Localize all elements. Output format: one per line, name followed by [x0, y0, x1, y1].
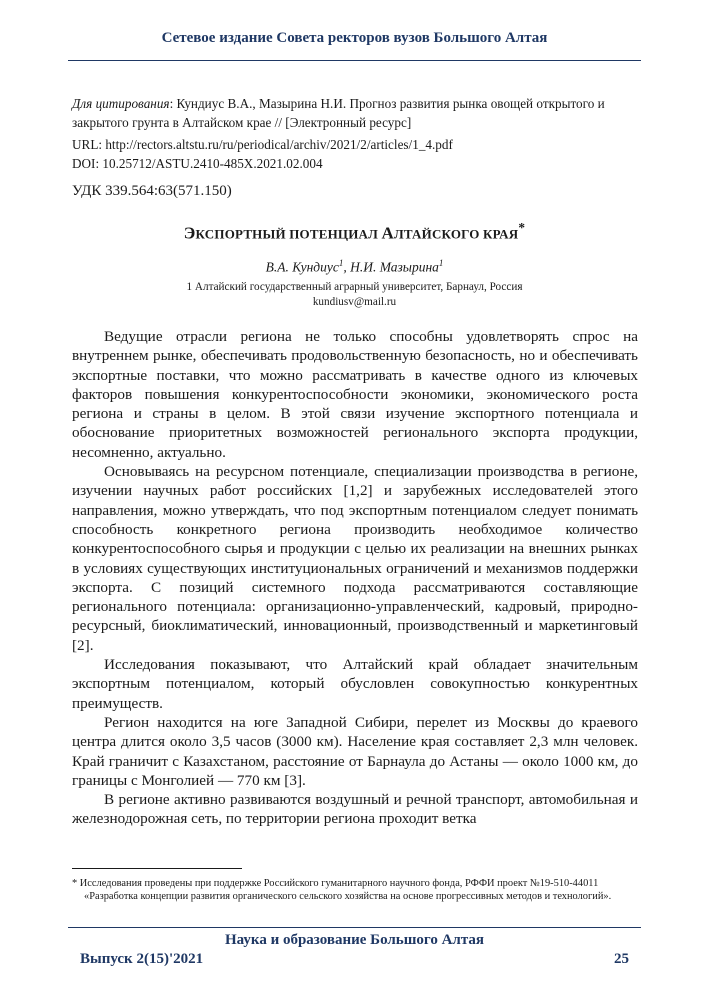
header-divider	[68, 60, 641, 61]
title-cap-1: Э	[183, 223, 196, 243]
paragraph-3: Исследования показывают, что Алтайский край обладает значительным экспортным потенциалом, который обусловлен совокупностью конкурентных преимуществ.	[72, 656, 638, 712]
citation-links	[72, 136, 652, 173]
citation-block	[72, 95, 652, 132]
footnote	[72, 877, 638, 903]
author-2: Н.И. Мазырина	[350, 259, 439, 275]
paragraph-2: Основываясь на ресурсном потенциале, специализации производства в регионе, изучении научных работ российских [1,2] и зарубежных исследователей этого направления, можно утверждать, что под экспортным потенциалом следует понимать способность конкретного региона производить необходимое количество конкурентоспособного сырья и продукции с целью их реализации на внешних рынках в условиях существующих институциональных ограничений и механизмов поддержки экспорта. С позиций системного подхода рассматриваются составляющие регионального потенциала: организационно-управленческий, кадровый, природно-ресурсный, биоклиматический, инновационный, производственный и маркетинговый [2].	[72, 463, 638, 654]
paragraph-5: В регионе активно развиваются воздушный и речной транспорт, автомобильная и железнодорожная сеть, по территории региона проходит ветка	[72, 791, 638, 828]
citation-label: Для цитирования	[72, 96, 170, 111]
footnote-divider	[72, 868, 242, 869]
paragraph-4: Регион находится на юге Западной Сибири, перелет из Москвы до краевого центра длится около 3,5 часов (3000 км). Население края составляет 2,3 млн человек. Край граничит с Казахстаном, расстояние от Барнаула до Астаны — около 1000 км, до границы с Монголией — 770 км [3].	[72, 713, 638, 789]
affiliation-line: 1 Алтайский государственный аграрный университет, Барнаул, Россия	[186, 281, 523, 293]
author-1-affil: 1	[338, 258, 344, 268]
citation-url[interactable]: URL: http://rectors.altstu.ru/ru/periodical/archiv/2021/2/articles/1_4.pdf	[72, 137, 453, 152]
footer-journal-title: Наука и образование Большого Алтая	[225, 932, 484, 948]
title-rest-1: КСПОРТНЫЙ ПОТЕНЦИАЛ	[195, 226, 382, 242]
citation-text: : Кундиус В.А., Мазырина Н.И. Прогноз развития рынка овощей открытого и закрытого грунта в Алтайском крае // [Электронный ресурс]	[72, 96, 605, 130]
page-number: 25	[614, 951, 629, 967]
authors-line	[72, 258, 637, 276]
journal-header: Сетевое издание Совета ректоров вузов Большого Алтая	[161, 30, 548, 46]
title-cap-2: А	[381, 223, 394, 243]
author-2-affil: 1	[438, 258, 444, 268]
footer-issue: Выпуск 2(15)'2021	[80, 951, 204, 967]
article-title	[72, 220, 637, 243]
citation-doi[interactable]: DOI: 10.25712/ASTU.2410-485X.2021.02.004	[72, 155, 323, 171]
affiliation-block	[72, 280, 637, 309]
paragraph-1: Ведущие отрасли региона не только способны удовлетворять спрос на внутреннем рынке, обеспечивать продовольственную безопасность, но и обеспечивать экспортные поставки, что можно рассматривать в качестве одного из ключевых факторов повышения конкурентоспособности экономики, экономического роста региона и страны в целом. В этой связи изучение экспортного потенциала и обоснование приоритетных возможностей регионального экспорта продукции, несомненно, актуально.	[72, 328, 638, 461]
udk-code: УДК 339.564:63(571.150)	[72, 183, 232, 199]
author-email[interactable]: kundiusv@mail.ru	[312, 295, 397, 308]
footer-divider	[68, 927, 641, 928]
footnote-text: * Исследования проведены при поддержке Российского гуманитарного научного фонда, РФФИ проект №19-510-44011 «Разработка концепции развития органического сельского хозяйства на основе прогрессивных методов и технологий».	[72, 878, 612, 902]
title-footnote-mark[interactable]: *	[518, 220, 526, 235]
author-1: В.А. Кундиус	[265, 259, 339, 275]
author-separator: ,	[343, 259, 351, 275]
title-rest-2: ЛТАЙСКОГО КРАЯ	[393, 226, 519, 242]
article-body	[72, 327, 638, 829]
